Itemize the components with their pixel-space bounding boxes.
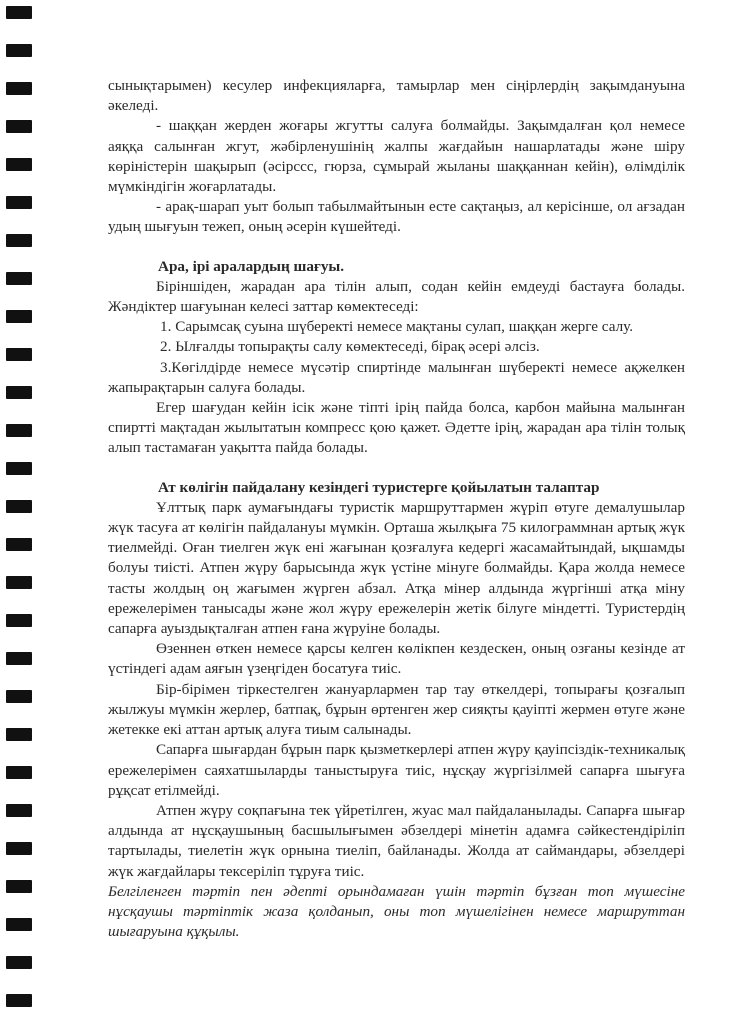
list-item-3: 3.Көгілдірде немесе мүсәтір спиртінде малынған шүберекті немесе ақжелкен жапырақтарын салуға болады.: [108, 358, 685, 396]
heading-horse-transport: Ат көлігін пайдалану кезіндегі туристерге қойылатын талаптар: [158, 478, 600, 496]
paragraph-13: Атпен жүру соқпағына тек үйретілген, жуас мал пайдаланылады. Сапарға шығар алдында ат нұсқаушының басшылығымен әбзелдері мінетін адамға сәйкестендіріліп тартылады, тиелетін жүк орнына тиеліп, байланады. Жолда ат саймандары, әбзелдері жүк жағдайлары тексеріліп тұруға тиіс.: [108, 801, 685, 880]
paragraph-9: Ұлттық парк аумағындағы туристік маршруттармен жүріп өтуге демалушылар жүк тасуға ат көлігін пайдалануы мүмкін. Орташа жылқыға 75 килограммнан артық жүк тиелмейді. Оған тиелген жүк ені жағынан қозғалуға кедергі жасамайтындай, ықшамды болуы тиісті. Атпен жүру барысында жүк үстіне мінуге болмайды. Қара жолда немесе тасты жолдың оң жағымен жүрген абзал. Атқа мінер алдында жүргінші атқа міну ережелерімен танысады және жол жүру ережелерін жетік білуге міндетті. Туристердің сапарға ауыздықталған атпен ғана жүруіне болады.: [108, 498, 685, 638]
paragraph-1: сынықтарымен) кесулер инфекцияларға, тамырлар мен сіңірлердің зақымдануына әкеледі.: [108, 77, 685, 115]
heading-bee-stings: Ара, ірі аралардың шағуы.: [158, 257, 345, 275]
spiral-binding: [6, 0, 32, 1024]
paragraph-3: - арақ-шарап уыт болып табылмайтынын есте сақтаңыз, ал керісінше, ол ағзадан удың шығуын тежеп, оның әсерін күшейтеді.: [108, 198, 685, 236]
list-item-2: 2. Ылғалды топырақты салу көмектеседі, бірақ әсері әлсіз.: [160, 338, 540, 356]
paragraph-2: - шаққан жерден жоғары жгутты салуға болмайды. Зақымдалған қол немесе аяққа салынған жгут, жәбірленушінің жалпы жағдайын нашарлатады және шіру көріністерін шақырып (әсірссс, гюрза, сұмырай жыланы шаққаннан кейін), өлімділік мүмкіндігін жоғарлатады.: [108, 117, 685, 196]
paragraph-4: Біріншіден, жарадан ара тілін алып, содан кейін емдеуді бастауға болады. Жәндіктер шағуынан келесі заттар көмектеседі:: [108, 277, 685, 316]
list-item-1: 1. Сарымсақ суына шүберекті немесе мақтаны сулап, шаққан жерге салу.: [160, 318, 634, 336]
document-page: [108, 76, 685, 942]
paragraph-10: Өзеннен өткен немесе қарсы келген көлікпен кездескен, оның озғаны кезінде ат үстіндегі адам аяғын үзеңгіден босатуға тиіс.: [108, 640, 685, 678]
paragraph-8: Егер шағудан кейін ісік және тіпті ірің пайда болса, карбон майына малынған спиртті мақтадан жылытатын компресс қою қажет. Әдетте ірің, жарадан ара тілін толық алып тастамаған уақытта пайда болады.: [108, 399, 685, 457]
paragraph-11: Бір-бірімен тіркестелген жануарлармен тар тау өткелдері, топырағы қозғалып жылжуы мүмкін жерлер, батпақ, бұрын өртенген жер сияқты қауіпті жермен өтуге және жетекке екі аттан артық алуға тиым салынады.: [108, 680, 685, 739]
paragraph-12: Сапарға шығардан бұрын парк қызметкерлері атпен жүру қауіпсіздік-техникалық ережелерімен саяхатшыларды таныстыруға тиіс, нұсқау жүргізілмей сапарға шығуға рұқсат етілмейді.: [108, 741, 685, 799]
paragraph-14: Белгіленген тәртіп пен әдепті орындамаған үшін тәртіп бұзған топ мүшесіне нұсқаушы тәртіптік жаза қолданып, оны топ мүшелігінен немесе маршруттан шығаруына құқылы.: [108, 882, 685, 941]
